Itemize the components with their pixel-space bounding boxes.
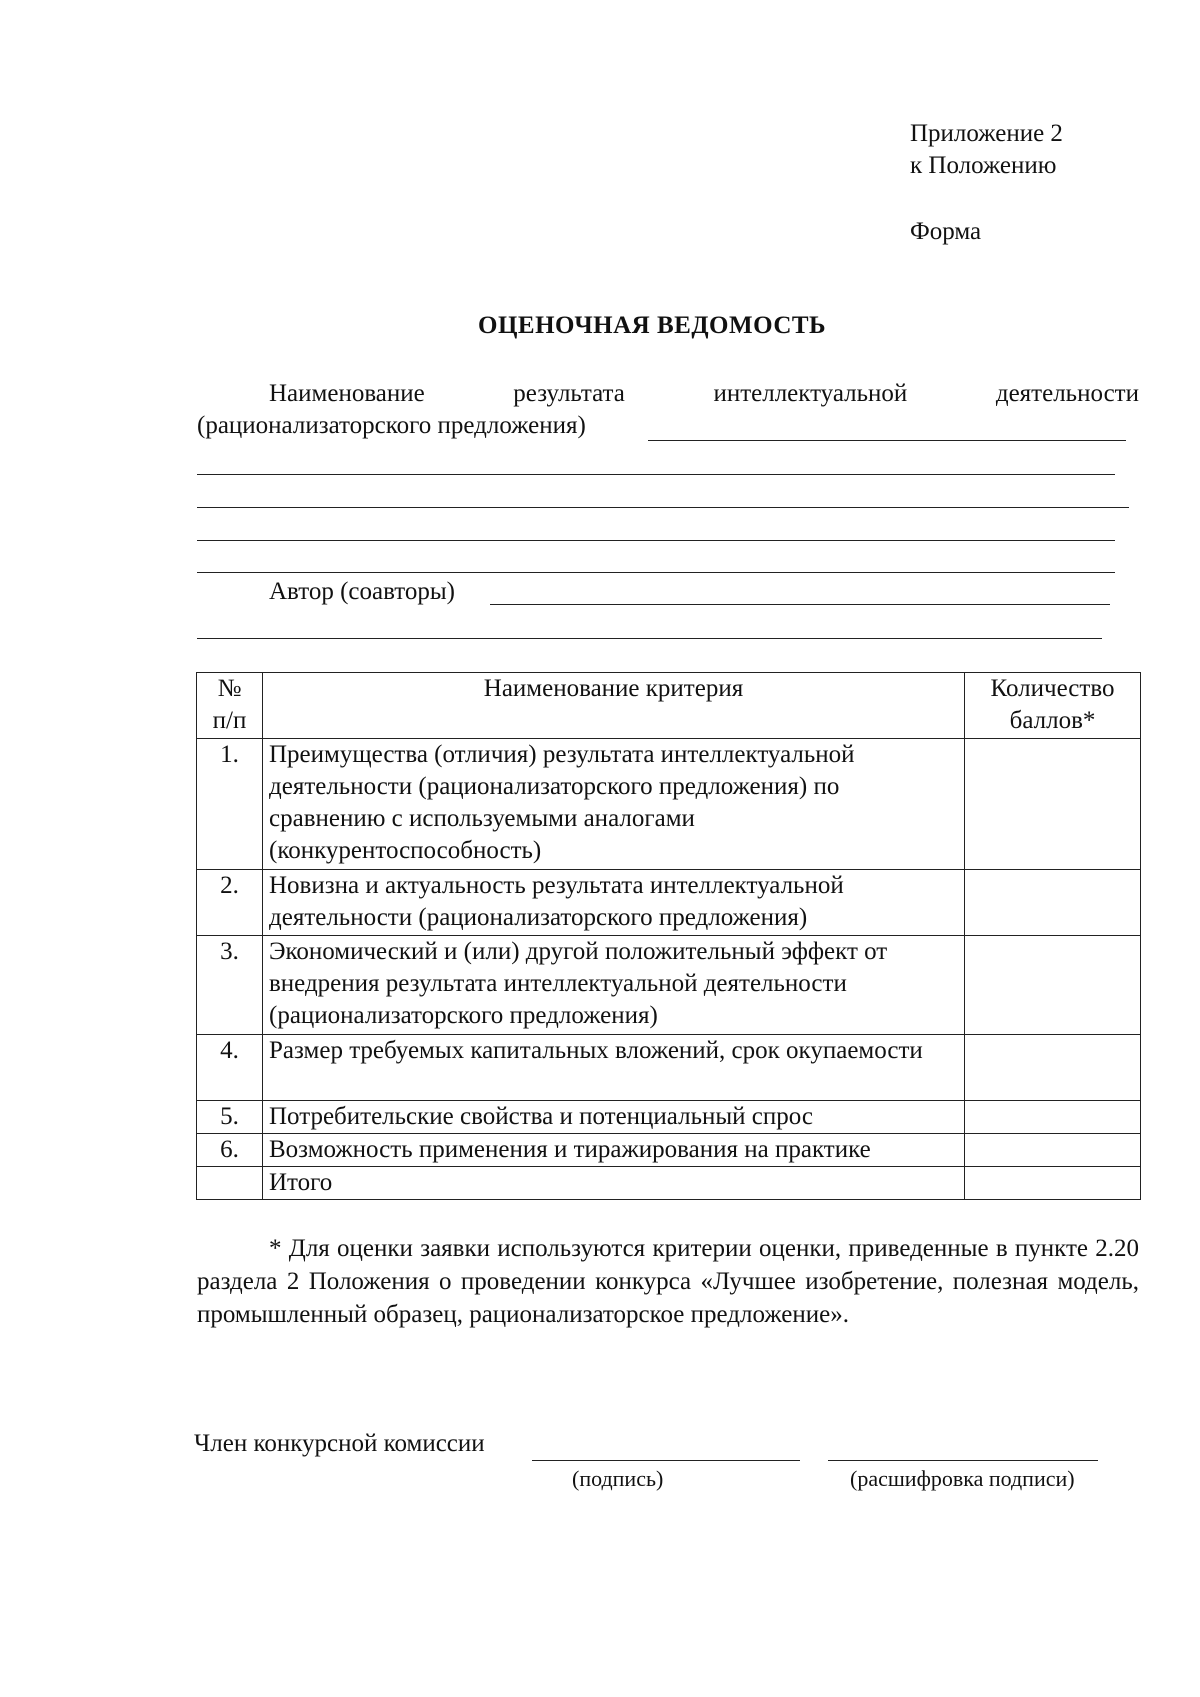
row-score-cell[interactable] bbox=[965, 739, 1141, 870]
signature-caption: (подпись) bbox=[572, 1466, 664, 1491]
row-score-cell[interactable] bbox=[965, 1035, 1141, 1101]
row-score-cell[interactable] bbox=[965, 1101, 1141, 1134]
header-num: № п/п bbox=[197, 673, 263, 739]
header-criterion: Наименование критерия bbox=[263, 673, 965, 739]
signature-input-line[interactable] bbox=[532, 1460, 800, 1461]
author-label: Автор (соавторы) bbox=[269, 578, 455, 605]
row-criterion: Потребительские свойства и потенциальный спрос bbox=[263, 1101, 965, 1134]
name-input-line-4[interactable] bbox=[197, 540, 1115, 541]
table-row bbox=[197, 1035, 1141, 1101]
decoding-input-line[interactable] bbox=[828, 1460, 1098, 1461]
row-score-cell[interactable] bbox=[965, 936, 1141, 1035]
appendix-label: Приложение 2 bbox=[910, 120, 1063, 147]
form-label: Форма bbox=[910, 218, 982, 245]
row-num: 3. bbox=[197, 936, 263, 1035]
row-criterion: Возможность применения и тиражирования на практике bbox=[263, 1134, 965, 1167]
table-row bbox=[197, 936, 1141, 1035]
row-score-cell[interactable] bbox=[965, 1134, 1141, 1167]
header-score: Количество баллов* bbox=[965, 673, 1141, 739]
row-criterion: Экономический и (или) другой положительный эффект от внедрения результата интеллектуальной деятельности (рационализаторского предложения) bbox=[263, 936, 965, 1035]
decoding-caption: (расшифровка подписи) bbox=[850, 1466, 1075, 1491]
table-row bbox=[197, 1134, 1141, 1167]
table-header-row bbox=[197, 673, 1141, 739]
name-word-3: интеллектуальной bbox=[713, 380, 908, 407]
criteria-table bbox=[196, 672, 1141, 1200]
row-score-cell[interactable] bbox=[965, 870, 1141, 936]
name-field-label-line2: (рационализаторского предложения) bbox=[197, 412, 586, 439]
row-criterion: Новизна и актуальность результата интеллектуальной деятельности (рационализаторского предложения) bbox=[263, 870, 965, 936]
commission-member-label: Член конкурсной комиссии bbox=[194, 1430, 485, 1457]
footnote bbox=[197, 1232, 1139, 1331]
row-num: 5. bbox=[197, 1101, 263, 1134]
footnote-text: * Для оценки заявки используются критерии оценки, приведенные в пункте 2.20 раздела 2 Положения о проведении конкурса «Лучшее изобретение, полезная модель, промышленный образец, рационализаторское предложение». bbox=[197, 1235, 1139, 1328]
table-row bbox=[197, 739, 1141, 870]
table-row-total bbox=[197, 1167, 1141, 1200]
name-word-2: результата bbox=[513, 380, 625, 407]
table-row bbox=[197, 870, 1141, 936]
row-num: 2. bbox=[197, 870, 263, 936]
row-score-cell[interactable] bbox=[965, 1167, 1141, 1200]
table-row bbox=[197, 1101, 1141, 1134]
row-criterion: Итого bbox=[263, 1167, 965, 1200]
name-input-line-1[interactable] bbox=[648, 440, 1126, 441]
name-input-line-2[interactable] bbox=[197, 474, 1115, 475]
page-title: ОЦЕНОЧНАЯ ВЕДОМОСТЬ bbox=[478, 312, 827, 339]
author-input-line-1[interactable] bbox=[490, 604, 1110, 605]
name-word-1: Наименование bbox=[269, 380, 425, 407]
name-field-label-line1 bbox=[197, 380, 1139, 408]
row-num: 6. bbox=[197, 1134, 263, 1167]
row-num: 4. bbox=[197, 1035, 263, 1101]
name-word-4: деятельности bbox=[995, 380, 1139, 407]
author-input-line-2[interactable] bbox=[197, 638, 1102, 639]
name-input-line-3[interactable] bbox=[197, 507, 1129, 508]
name-input-line-5[interactable] bbox=[197, 572, 1115, 573]
regulation-label: к Положению bbox=[910, 152, 1057, 179]
row-criterion: Преимущества (отличия) результата интеллектуальной деятельности (рационализаторского предложения) по сравнению с используемыми аналогами (конкурентоспособность) bbox=[263, 739, 965, 870]
row-num: 1. bbox=[197, 739, 263, 870]
row-num bbox=[197, 1167, 263, 1200]
row-criterion: Размер требуемых капитальных вложений, срок окупаемости bbox=[263, 1035, 965, 1101]
